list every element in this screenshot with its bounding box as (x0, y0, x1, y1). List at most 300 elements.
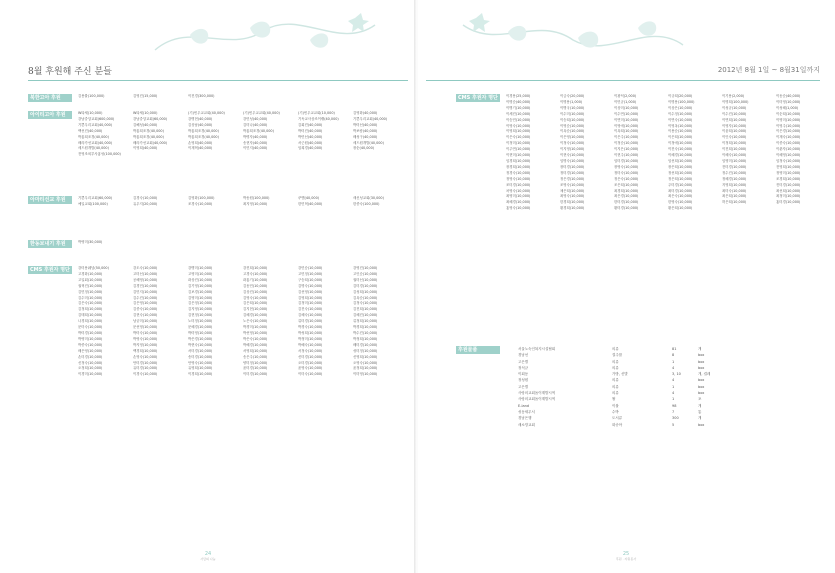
donor-entry: 이진숙(10,000) (668, 147, 693, 152)
donor-entry: 박정희(10,000) (353, 336, 378, 341)
donor-entry: 이경용(25,000) (506, 94, 531, 98)
donor-entry: 안미경(10,000) (133, 360, 158, 365)
donor-entry: 류미경(10,000) (298, 319, 323, 324)
donor-entry: 이연미(10,000) (614, 117, 639, 122)
donor-entry: 이경숙(10,000) (133, 372, 158, 377)
donor-entry: 최미숙(10,000) (722, 188, 747, 193)
donor-entry: 예일교회(100,000) (78, 201, 108, 206)
goods-unit: 개, 켤레 (698, 372, 711, 377)
donor-entry: 이옥희(10,000) (614, 129, 639, 134)
donor-entry: 백경희(10,000) (133, 348, 158, 353)
goods-unit: box (698, 391, 705, 396)
donor-entry: 이성혜(1,000) (776, 105, 799, 110)
donor-entry: 최은경(10,000) (614, 194, 639, 199)
donor-entry: 윤영숙(10,000) (298, 366, 323, 371)
donor-entry: 이상은(10,000) (668, 105, 693, 110)
goods-qty: 7 (672, 409, 675, 414)
donor-entry: 이은경(10,000) (776, 129, 801, 134)
donor-entry: 김은영(10,000) (133, 301, 158, 306)
donor-entry: 신정숙(10,000) (78, 360, 103, 365)
donor-entry: 강민성(40,000) (243, 116, 268, 121)
goods-org: 경남선 (518, 353, 529, 358)
period-bar (426, 62, 820, 81)
donor-entry: 박미경(10,000) (78, 330, 103, 335)
donor-entry: 이옥순(10,000) (560, 129, 585, 134)
goods-org: 경남은행 (518, 416, 532, 421)
goods-unit: box (698, 378, 705, 383)
donor-entry: 박미진(40,000) (298, 128, 323, 133)
donor-entry: 서미경(10,000) (188, 348, 213, 353)
goods-item: 의류 (612, 378, 619, 383)
donor-entry: 이금숙(20,000) (560, 94, 585, 98)
donor-entry: 전미경(10,000) (722, 164, 747, 169)
donor-entry: 허은희(10,000) (722, 200, 747, 205)
donor-entry: 김명숙(10,000) (298, 283, 323, 288)
donor-entry: 권혁진(10,000) (78, 283, 103, 288)
donor-entry: 박홍희조경(40,000) (188, 134, 219, 139)
donor-entry: 고일회(10,000) (78, 277, 103, 282)
section-label: 북한고아 후원 (28, 94, 72, 102)
goods-row (518, 422, 718, 428)
donor-list (78, 111, 407, 158)
donor-entry: 김미경(10,000) (353, 283, 378, 288)
donor-entry: 문미숙(10,000) (78, 325, 103, 330)
donor-entry: 서근원(40,000) (298, 140, 323, 145)
donor-entry: 전영조외부사홍성(100,000) (78, 152, 121, 157)
goods-unit: 통 (698, 409, 702, 414)
donor-entry: 양미정(10,000) (243, 360, 268, 365)
donor-entry: 윤미경(10,000) (243, 366, 268, 371)
donor-entry: 김민지(10,000) (133, 289, 158, 294)
goods-item: 의류 (612, 347, 619, 351)
donor-entry: 김은숙(10,000) (78, 301, 103, 306)
donor-entry: 이영숙(10,000) (506, 123, 531, 128)
donor-entry: 정미숙(10,000) (614, 170, 639, 175)
donor-entry: 박경숙(10,000) (298, 325, 323, 330)
goods-unit: 포 (698, 397, 702, 402)
page-title-bar (28, 62, 408, 81)
donor-entry: 새신성교회(30,000) (353, 196, 384, 200)
goods-item: 의류 (612, 384, 619, 389)
goods-org: 고은별 (518, 359, 529, 364)
goods-unit: box (698, 359, 705, 364)
donor-entry: 김영희(10,000) (298, 295, 323, 300)
donor-entry: 김진숙(10,000) (298, 307, 323, 312)
donor-entry: 이수진(10,000) (722, 111, 747, 116)
donor-entry: 곽상진(10,000) (188, 277, 213, 282)
donor-entry: W타세(10,000) (133, 111, 158, 115)
donor-entry: 조경희(10,000) (776, 176, 801, 181)
section-label: 아이티고아 후원 (28, 111, 72, 119)
donor-entry: 김성희(10,000) (353, 289, 378, 294)
donor-list (78, 196, 407, 208)
donor-entry: 곽홍기(10,000) (243, 277, 268, 282)
donor-entry: 김지영(10,000) (188, 307, 213, 312)
goods-unit: box (698, 353, 705, 358)
donor-entry: 이민지(40,000) (243, 146, 268, 151)
donor-entry: 이명희(100,000) (722, 99, 749, 104)
donor-entry: 임선희(10,000) (668, 158, 693, 163)
donor-entry: 박선영(10,000) (243, 330, 268, 335)
donor-entry: 홍미경(10,000) (776, 200, 801, 205)
donor-entry: 김기영(10,000) (188, 283, 213, 288)
donor-entry: 고경숙(10,000) (243, 271, 268, 276)
donor-entry: 이명용(1,000) (560, 99, 583, 104)
donor-entry: 강민승(10,000) (298, 266, 323, 270)
goods-org: 서울노숙인복지시설협회 (518, 347, 556, 351)
goods-qty: 1 (672, 359, 675, 364)
donor-entry: 황미경(10,000) (614, 206, 639, 211)
goods-unit: box (698, 365, 705, 370)
goods-item: 화송아 (612, 422, 623, 427)
donor-entry: 이수미(10,000) (560, 111, 585, 116)
donor-entry: 정경숙(10,000) (506, 170, 531, 175)
donor-entry: 이상미(10,000) (614, 105, 639, 110)
goods-qty: 3, 10 (672, 372, 681, 377)
donor-entry: 이주연(10,000) (506, 147, 531, 152)
donor-entry: 이영미(10,000) (776, 117, 801, 122)
donor-entry: 박홍희조경(40,000) (188, 128, 219, 133)
donor-entry: 김종숙(10,000) (133, 307, 158, 312)
donor-entry: 이수정(10,000) (668, 111, 693, 116)
goods-unit: box (698, 384, 705, 389)
donor-entry: 고민정(10,000) (298, 271, 323, 276)
goods-org: 사랑의교회돕이계발시역 (518, 391, 556, 396)
donor-entry: (기)빈우교교회(40,000) (243, 111, 280, 115)
donor-entry: 박지영(10,000) (133, 342, 158, 347)
donor-entry: 김혜진(10,000) (353, 313, 378, 318)
donor-entry: 서영희(10,000) (243, 348, 268, 353)
donor-entry: 세드원개발(40,000) (78, 146, 109, 151)
donor-entry: 신영희(10,000) (353, 354, 378, 359)
donor-entry: 신미경(10,000) (298, 354, 323, 359)
donor-entry: W타세(10,000) (78, 111, 103, 115)
donor-entry: 이진경(300,000) (188, 94, 215, 98)
donor-entry: 박영미(10,000) (78, 336, 103, 341)
donor-entry: 임경희(10,000) (506, 158, 531, 163)
donor-entry: 황경희(10,000) (560, 206, 585, 211)
donor-entry: 이정숙(10,000) (560, 141, 585, 146)
donor-entry: 한경희(10,000) (560, 200, 585, 205)
donor-entry: 박민선(40,000) (298, 134, 323, 139)
donor-entry: 김회진(40,000) (298, 122, 323, 127)
donor-entry: 김수진(10,000) (133, 295, 158, 300)
donor-entry: 김용률(100,000) (78, 94, 105, 98)
donor-entry: 김태희(10,000) (78, 313, 103, 318)
goods-org: 사랑의교회돕이계발시역 (518, 397, 556, 402)
donor-entry: 임영미(10,000) (722, 158, 747, 163)
donor-entry: 이민규(1,000) (614, 99, 637, 104)
donor-entry: 쿠엔(40,000) (298, 196, 320, 200)
goods-qty: 5 (672, 422, 675, 427)
donor-entry: 공혜영(10,000) (133, 277, 158, 282)
donor-entry: 김보경(10,000) (188, 289, 213, 294)
donor-entry: 이승민(10,000) (506, 117, 531, 122)
donor-entry: 한미경(10,000) (614, 200, 639, 205)
donor-list (78, 94, 242, 100)
donor-entry: 이수연(10,000) (614, 111, 639, 116)
donor-entry: 김경숙(10,000) (133, 196, 158, 200)
donor-entry: 김경민(10,000) (133, 283, 158, 288)
donor-entry: 박경미(10,000) (243, 325, 268, 330)
donor-entry: 박홍희조경(40,000) (133, 134, 164, 139)
donor-entry: 박수진(10,000) (353, 330, 378, 335)
donor-entry: 이미숙(10,000) (298, 372, 323, 377)
donor-entry: 이경미(10,000) (78, 372, 103, 377)
left-page (0, 0, 416, 573)
donor-entry: 이현주(10,000) (614, 153, 639, 158)
goods-unit: 개 (698, 347, 702, 351)
donor-entry: 이병국(10,000) (560, 105, 585, 110)
donor-entry: 이현미(10,000) (506, 153, 531, 158)
donor-entry: 전영희(10,000) (776, 164, 801, 169)
donor-entry: 이성규(10,000) (722, 105, 747, 110)
donor-entry: 이은영(10,000) (560, 135, 585, 140)
donor-entry: 김민정(10,000) (78, 289, 103, 294)
donor-entry: 강병미(10,000) (188, 266, 213, 270)
donor-entry: 김동민(10,000) (243, 283, 268, 288)
donor-entry: 김옥순(10,000) (353, 295, 378, 300)
donor-entry: 이정애(10,000) (668, 141, 693, 146)
donor-entry: 박정미(10,000) (298, 336, 323, 341)
donor-entry: 배라가선교회(40,000) (133, 140, 168, 145)
goods-qty: 300 (672, 416, 679, 421)
goods-qty: 81 (672, 347, 677, 351)
goods-qty: 1 (672, 397, 675, 402)
donor-entry: 이은주(10,000) (614, 135, 639, 140)
donor-entry: 이은희(10,000) (668, 135, 693, 140)
section-label: 후원물품 (456, 346, 500, 354)
donor-entry: 조은희(10,000) (614, 182, 639, 187)
goods-item: 이불 (612, 403, 619, 408)
donor-entry: 김현숙(10,000) (133, 313, 158, 318)
donor-entry: 정영미(10,000) (776, 170, 801, 175)
goods-item: 도서류 (612, 416, 623, 421)
donor-entry: 권미선(10,000) (353, 277, 378, 282)
donor-entry: 이정미(10,000) (506, 141, 531, 146)
donor-entry: 안영숙(10,000) (188, 360, 213, 365)
donor-entry: 이동순(40,000) (776, 94, 801, 98)
section-label: 아마티선교 후원 (28, 196, 72, 204)
donor-entry: 김상남(40,000) (188, 122, 213, 127)
donor-entry: 김진희(10,000) (353, 307, 378, 312)
donor-entry: 구승희(10,000) (298, 277, 323, 282)
donor-entry: 이영순(10,000) (560, 123, 585, 128)
donor-entry: 이은숙(10,000) (506, 135, 531, 140)
donor-entry: 이영희(40,000) (133, 146, 158, 151)
goods-unit: box (698, 422, 705, 427)
donor-list (506, 94, 829, 212)
right-page (418, 0, 835, 573)
donor-entry: 강영진(10,000) (353, 266, 378, 270)
donor-entry: 이정희(10,000) (722, 141, 747, 146)
donor-entry: 윤정희(10,000) (353, 366, 378, 371)
donor-entry: 한종숙(100,000) (353, 201, 380, 206)
donor-entry: 김영진(15,000) (133, 94, 158, 98)
donor-entry: 고경화(10,000) (78, 271, 103, 276)
goods-qty: 1 (672, 384, 675, 389)
donor-list (78, 240, 132, 246)
donor-entry: 기독교사상조이랭(40,000) (298, 116, 339, 121)
donor-entry: 이춘자(10,000) (776, 147, 801, 152)
donor-entry: 이병기(10,000) (506, 105, 531, 110)
donor-entry: 이광덕(2,000) (614, 94, 637, 98)
right-page-footer (606, 551, 646, 561)
donor-entry: 박명자(40,000) (243, 134, 268, 139)
donor-entry: 강진희(10,000) (243, 266, 268, 270)
goods-qty: 4 (672, 378, 675, 383)
goods-item: 수박 (612, 409, 619, 414)
donor-entry: 손영숙(10,000) (133, 354, 158, 359)
donor-entry: 박보람(40,000) (353, 128, 378, 133)
donor-entry: 최경희(10,000) (614, 188, 639, 193)
period-text: 2012년 8월 1일 ~ 8월31일까지 (717, 66, 820, 74)
donor-entry: 이규희(20,000) (668, 94, 693, 98)
donor-entry: 이순희(10,000) (776, 111, 801, 116)
donor-entry: 남궁미(10,000) (133, 319, 158, 324)
donor-entry: 기쁜우리교회(40,000) (78, 122, 113, 127)
donor-entry: 김은정(10,000) (188, 301, 213, 306)
donor-entry: 김정희(10,000) (78, 307, 103, 312)
donor-entry: 이진희(10,000) (722, 147, 747, 152)
donor-entry: 김해성(40,000) (133, 122, 158, 127)
donor-entry: 기쁜우리교회(40,000) (353, 116, 388, 121)
donor-entry: 백선진(40,000) (78, 128, 103, 133)
donor-entry: 정혜경(10,000) (722, 176, 747, 181)
donor-entry: 장경희(10,000) (506, 164, 531, 169)
donor-entry: 김정미(10,000) (298, 301, 323, 306)
donor-entry: 정수진(10,000) (722, 170, 747, 175)
donor-entry: 강도숙(10,000) (133, 266, 158, 270)
donor-entry: 성미정(10,000) (353, 348, 378, 353)
donor-entry: 차영숙(10,000) (506, 188, 531, 193)
donor-entry: 박영미(30,000) (78, 240, 103, 244)
donor-entry: 손미경(10,000) (78, 354, 103, 359)
donor-entry: 박은숙(10,000) (243, 336, 268, 341)
donor-entry: 김영숙(10,000) (243, 295, 268, 300)
donor-entry: 정은숙(10,000) (614, 176, 639, 181)
section-label: CMS 후원자 명단 (28, 266, 72, 274)
donor-entry: 김선영(10,000) (298, 289, 323, 294)
donor-entry: 나경희(10,000) (78, 319, 103, 324)
goods-org: 정성원 (518, 378, 529, 383)
donor-entry: 김영미(10,000) (188, 295, 213, 300)
donor-entry: 강남중앙교회(60,000) (133, 116, 168, 121)
donor-entry: 이재숙(10,000) (776, 135, 801, 140)
donor-entry: 장은희(10,000) (668, 164, 693, 169)
donor-entry: 이영주(10,000) (776, 123, 801, 128)
donor-entry: 장영숙(10,000) (614, 164, 639, 169)
donor-entry: 이명순(40,000) (506, 99, 531, 104)
donor-entry: 최영미(10,000) (506, 194, 531, 199)
goods-item: 의류 (612, 359, 619, 364)
donor-entry: 이승희(10,000) (560, 117, 585, 122)
donor-entry: 박미숙(10,000) (133, 330, 158, 335)
donor-entry: 박혜숙(10,000) (298, 342, 323, 347)
donor-entry: 이인숙(10,000) (722, 135, 747, 140)
donor-entry: 박혜경(10,000) (243, 342, 268, 347)
donor-entry: 박성희(10,000) (298, 330, 323, 335)
goods-unit: 개 (698, 403, 702, 408)
donor-entry: 박홍희조경(40,000) (133, 128, 164, 133)
donor-entry: 조경숙(10,000) (188, 201, 213, 206)
donor-entry: 박미선(40,000) (353, 122, 378, 127)
donor-entry: 이세진(10,000) (506, 111, 531, 116)
donor-entry: 이미영(10,000) (776, 99, 801, 104)
donor-entry: 김미나(40,000) (243, 122, 268, 127)
donor-entry: 손영희(40,000) (188, 140, 213, 145)
donor-entry: 최정미(10,000) (776, 194, 801, 199)
donor-entry: 이지영(10,000) (560, 147, 585, 152)
donor-entry: 한민혁(40,000) (298, 201, 323, 206)
donor-entry: 최영숙(10,000) (560, 194, 585, 199)
donor-entry: 장미경(10,000) (560, 164, 585, 169)
donor-entry: 최지영(10,000) (243, 201, 268, 206)
goods-item: 의류 (612, 365, 619, 370)
donor-entry: 김상진(10,000) (243, 289, 268, 294)
donor-entry: 이정순(10,000) (614, 141, 639, 146)
donor-entry: 배성구(40,000) (353, 134, 378, 139)
section-label: CMS 후원자 명단 (456, 94, 500, 102)
donor-entry: 서정숙(10,000) (298, 348, 323, 353)
donor-entry: 김영화(40,000) (353, 111, 378, 115)
donor-entry: 세드원개발(40,000) (353, 140, 384, 145)
donor-entry: 이미경(10,000) (243, 372, 268, 377)
donor-entry: 박은경(10,000) (188, 336, 213, 341)
donor-entry: 한영숙(10,000) (668, 200, 693, 205)
donor-entry: 정영숙(10,000) (506, 176, 531, 181)
donor-entry: 오미경(10,000) (298, 360, 323, 365)
donor-entry: 박동원(100,000) (243, 196, 270, 200)
goods-qty: 4 (672, 391, 675, 396)
donor-entry: 김현정(10,000) (188, 313, 213, 318)
goods-org: 이회동 (518, 372, 529, 377)
donor-entry: 정미경(10,000) (560, 170, 585, 175)
donor-entry: 문선영(10,000) (133, 325, 158, 330)
goods-qty: 8 (672, 353, 675, 358)
donor-entry: (기)빈우교교회(10,000) (298, 111, 335, 115)
section-label: 한동보내기 후원 (28, 240, 72, 248)
donor-entry: 유우지(20,000) (133, 201, 158, 206)
goods-item: 쌀 (612, 397, 616, 402)
donor-entry: 이미영(10,000) (353, 372, 378, 377)
donor-entry: 오영숙(10,000) (353, 360, 378, 365)
donor-entry: 박종숙(10,000) (78, 342, 103, 347)
donor-entry: 배라가선교회(40,000) (78, 140, 113, 145)
donor-entry: 박영숙(10,000) (133, 336, 158, 341)
donor-entry: 최미경(10,000) (668, 188, 693, 193)
donor-entry: 이종숙(10,000) (776, 141, 801, 146)
page-number: 24 (204, 551, 212, 557)
donor-entry: 임희경(40,000) (298, 146, 323, 151)
donor-entry: 진미경(10,000) (776, 182, 801, 187)
donor-entry: 박미영(10,000) (188, 330, 213, 335)
donor-entry: 유미경(10,000) (133, 366, 158, 371)
page-footer-caption: 후원 · 자원봉사 (615, 557, 637, 561)
goods-item: 가방, 신발 (612, 372, 628, 377)
donor-entry: 이영애(10,000) (614, 123, 639, 128)
donor-entry: 이혜숙(10,000) (722, 153, 747, 158)
donor-entry: 이용순(10,000) (668, 129, 693, 134)
donor-entry: 이연희(10,000) (722, 117, 747, 122)
donor-entry: 주미경(10,000) (668, 182, 693, 187)
donor-entry: 임정숙(10,000) (776, 158, 801, 163)
donor-entry: 박경희(10,000) (353, 325, 378, 330)
donor-entry: 이기용(2,000) (722, 94, 745, 98)
donor-list (78, 266, 407, 378)
donor-entry: 김수미(10,000) (78, 295, 103, 300)
page-number: 25 (622, 551, 630, 557)
